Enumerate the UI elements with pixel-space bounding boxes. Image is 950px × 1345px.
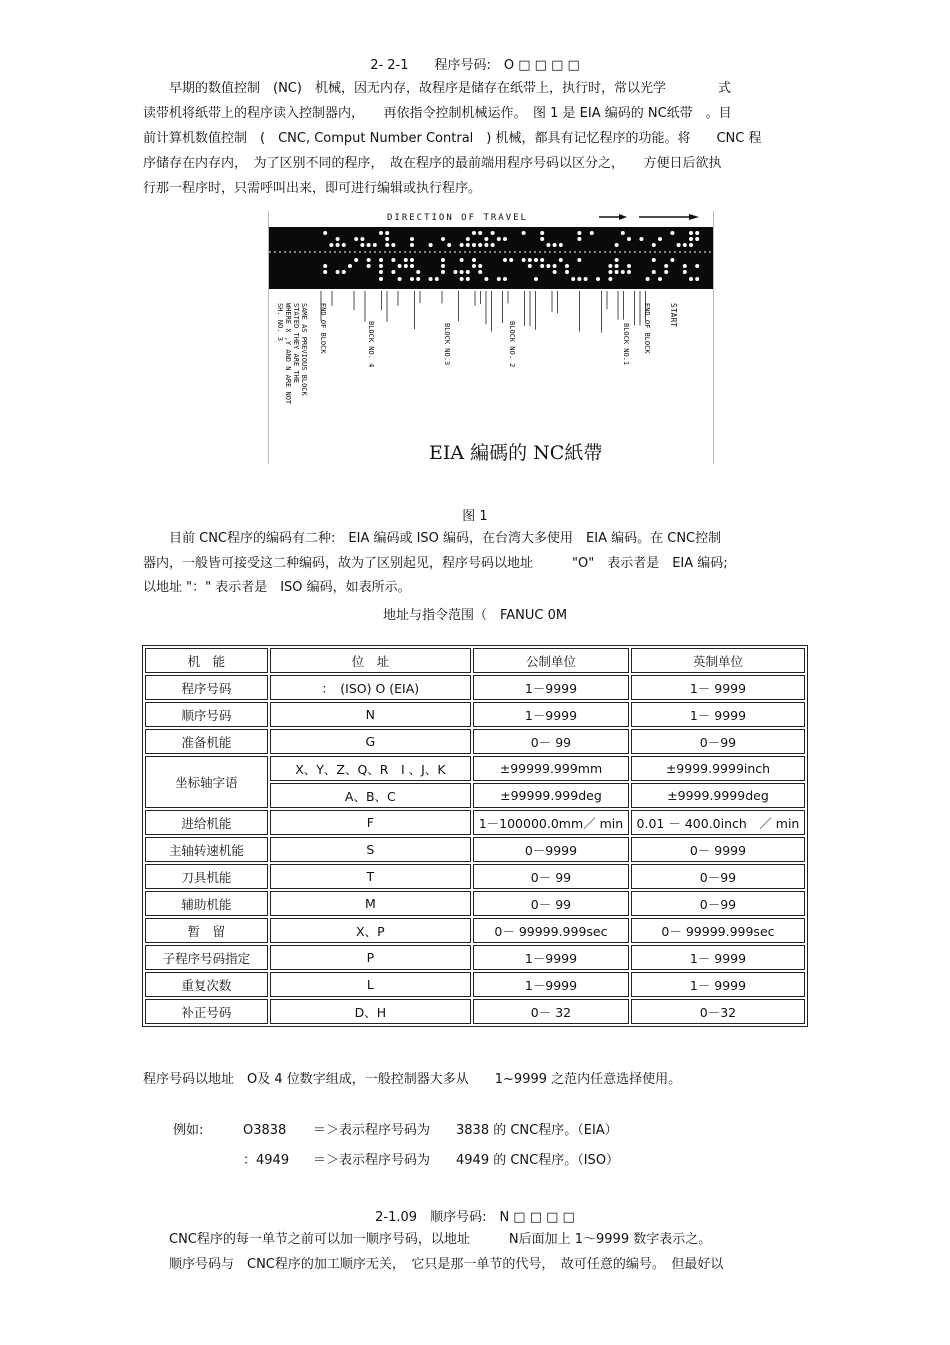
tape-hole (354, 237, 358, 241)
tape-hole (615, 243, 619, 247)
tape-hole (540, 264, 544, 268)
tape-hole (484, 277, 488, 281)
table-cell: G (270, 729, 471, 754)
table-cell: 0－ 32 (473, 999, 629, 1024)
tape-hole (367, 243, 371, 247)
tape-hole (472, 231, 476, 235)
start-label: START (669, 303, 678, 328)
direction-arrow-head (619, 214, 627, 220)
tape-hole (342, 243, 346, 247)
tape-hole (478, 264, 482, 268)
tape-hole (503, 258, 507, 262)
tape-hole (652, 258, 656, 262)
tape-hole (441, 237, 445, 241)
table-cell: 子程序号码指定 (145, 945, 268, 970)
tape-hole (608, 270, 612, 274)
tape-hole (472, 258, 476, 262)
tape-hole (695, 237, 699, 241)
table-cell: 1－ 9999 (631, 972, 805, 997)
tape-hole (472, 243, 476, 247)
tape-hole (683, 270, 687, 274)
tape-hole (441, 258, 445, 262)
tape-hole (584, 277, 588, 281)
tape-hole (497, 277, 501, 281)
tape-hole (329, 243, 333, 247)
tape-hole (460, 277, 464, 281)
tape-hole (627, 237, 631, 241)
table-cell: D、H (270, 999, 471, 1024)
table-cell: X、Y、Z、Q、R I 、J、K (270, 756, 471, 781)
paragraph-line: 器内，一般皆可接受这二种编码，故为了区别起见，程序号码以地址 "O" 表示者是 EIA 编码; (143, 556, 728, 571)
table-cell: 程序号码 (145, 675, 268, 700)
table-cell: M (270, 891, 471, 916)
tape-hole (695, 264, 699, 268)
table-cell: 补正号码 (145, 999, 268, 1024)
tape-hole (571, 277, 575, 281)
table-cell: 坐标轴字语 (145, 756, 268, 808)
table-cell: ±99999.999mm (473, 756, 629, 781)
tape-hole (410, 264, 414, 268)
table-row (145, 810, 805, 835)
tape-hole (559, 258, 563, 262)
paragraph-line: 以地址 "：" 表示者是 ISO 编码，如表所示。 (143, 580, 411, 595)
tape-hole (460, 270, 464, 274)
tape-hole (336, 237, 340, 241)
tape-hole (608, 264, 612, 268)
tape-hole (590, 231, 594, 235)
table-cell: 0－99 (631, 729, 805, 754)
tape-hole (670, 258, 674, 262)
table-cell: 顺序号码 (145, 702, 268, 727)
tape-hole (621, 231, 625, 235)
block-label: END OF BLOCK (319, 303, 327, 354)
tape-hole (540, 237, 544, 241)
tape-hole (404, 258, 408, 262)
tape-hole (478, 231, 482, 235)
table-cell: ： (ISO) O (EIA) (270, 675, 471, 700)
tape-hole (670, 231, 674, 235)
table-cell: 0－ 99999.999sec (631, 918, 805, 943)
paragraph-line: 读带机将纸带上的程序读入控制器内， 再依指令控制机械运作。 图 1 是 EIA 编码的 NC纸带 。目 (143, 106, 732, 121)
table-cell: S (270, 837, 471, 862)
tape-hole (379, 270, 383, 274)
tape-hole (478, 270, 482, 274)
tape-hole (323, 270, 327, 274)
table-cell: 1－9999 (473, 675, 629, 700)
tape-hole (367, 258, 371, 262)
tape-hole (695, 277, 699, 281)
tape-hole (528, 258, 532, 262)
tape-hole (497, 237, 501, 241)
tape-hole (398, 277, 402, 281)
tape-hole (472, 264, 476, 268)
tape-hole (323, 264, 327, 268)
tape-hole (416, 277, 420, 281)
tape-hole (577, 231, 581, 235)
table-cell: ±9999.9999deg (631, 783, 805, 808)
table-cell: 辅助机能 (145, 891, 268, 916)
tape-hole (664, 270, 668, 274)
block-label: BLOCK NO.3 (443, 323, 451, 366)
tape-hole (385, 243, 389, 247)
tape-hole (565, 264, 569, 268)
tape-hole (596, 277, 600, 281)
table-row (145, 756, 805, 781)
tape-hole (429, 277, 433, 281)
tape-hole (367, 264, 371, 268)
paragraph-line: 前计算机数值控制 ( CNC, Comput Number Contral ) 机械，都具有记忆程序的功能。将 CNC 程 (143, 131, 762, 146)
paragraph-line: 序储存在内存内， 为了区别不同的程序， 故在程序的最前端用程序号码以区分之， 方便日后欲执 (143, 156, 722, 171)
tape-hole (683, 243, 687, 247)
tape-hole (466, 243, 470, 247)
tape-hole (391, 258, 395, 262)
table-row (145, 945, 805, 970)
tape-hole (416, 270, 420, 274)
tape-hole (460, 258, 464, 262)
tape-hole (646, 277, 650, 281)
tape-hole (577, 277, 581, 281)
tape-hole (429, 243, 433, 247)
tape-hole (360, 237, 364, 241)
tape-hole (391, 243, 395, 247)
tape-hole (553, 243, 557, 247)
tape-hole (404, 264, 408, 268)
tape-hole (379, 264, 383, 268)
tape-hole (652, 243, 656, 247)
direction-label: DIRECTION OF TRAVEL (387, 213, 528, 223)
figure-caption: 图 1 (462, 509, 488, 524)
tape-hole (503, 237, 507, 241)
table-cell: 主轴转速机能 (145, 837, 268, 862)
block-label: BLOCK NO.1 (622, 323, 630, 366)
tape-hole (627, 264, 631, 268)
tape-hole (652, 270, 656, 274)
example-code: O3838 (243, 1123, 287, 1138)
table-cell: L (270, 972, 471, 997)
tape-hole (546, 243, 550, 247)
paragraph-line: CNC程序的每一单节之前可以加一顺序号码，以地址 N后面加上 1～9999 数字表示之。 (143, 1232, 712, 1247)
tape-hole (639, 237, 643, 241)
tape-hole (373, 243, 377, 247)
table-cell: 暂 留 (145, 918, 268, 943)
table-cell: A、B、C (270, 783, 471, 808)
tape-bottom-caption: EIA 編碼的 NC紙帶 (429, 442, 603, 464)
table-cell: 0－32 (631, 999, 805, 1024)
table-cell: 0－9999 (473, 837, 629, 862)
table-title: 地址与指令范围（ FANUC 0M (382, 608, 568, 623)
tape-hole (522, 231, 526, 235)
table-cell: 1－9999 (473, 945, 629, 970)
tape-hole (503, 277, 507, 281)
tape-hole (534, 258, 538, 262)
example-text: ＝＞表示程序号码为 4949 的 CNC程序。（ISO） (313, 1153, 620, 1168)
side-note-line: SAME AS PREVIOUS BLOCK (300, 303, 308, 396)
tape-hole (683, 264, 687, 268)
table-cell: 进给机能 (145, 810, 268, 835)
tape-hole (379, 231, 383, 235)
tape-hole (379, 258, 383, 262)
table-cell: 1－ 9999 (631, 702, 805, 727)
paragraph-line: 早期的数值控制 (NC) 机械，因无内存，故程序是储存在纸带上，执行时，常以光学 式 (143, 81, 731, 96)
side-note-line: SH. NO. 3 (276, 303, 284, 341)
tape-hole (677, 243, 681, 247)
table-cell: F (270, 810, 471, 835)
tape-hole (689, 231, 693, 235)
table-cell: 0－ 99 (473, 729, 629, 754)
table-cell: 0－99 (631, 891, 805, 916)
table-header-row (145, 648, 805, 673)
table-header: 位 址 (270, 648, 471, 673)
table-row (145, 918, 805, 943)
tape-hole (410, 237, 414, 241)
block-label: BLOCK NO. 2 (508, 321, 516, 368)
table-cell: ±99999.999deg (473, 783, 629, 808)
tape-hole (491, 231, 495, 235)
tape-hole (410, 258, 414, 262)
table-cell: 0－ 9999 (631, 837, 805, 862)
tape-hole (658, 277, 662, 281)
tape-hole (553, 270, 557, 274)
table-row (145, 972, 805, 997)
tape-hole (621, 270, 625, 274)
table-cell: 0－99 (631, 864, 805, 889)
example-label: 例如: (173, 1123, 204, 1138)
tape-hole (484, 237, 488, 241)
tape-hole (323, 231, 327, 235)
direction-arrow-head (689, 214, 699, 220)
tape-hole (491, 243, 495, 247)
tape-hole (608, 277, 612, 281)
tape-hole (398, 264, 402, 268)
tape-hole (484, 243, 488, 247)
block-label: END OF BLOCK (643, 303, 651, 354)
tape-hole (540, 231, 544, 235)
table-cell: 重复次数 (145, 972, 268, 997)
tape-hole (522, 258, 526, 262)
table-cell: 1－100000.0mm／ min (473, 810, 629, 835)
tape-hole (615, 258, 619, 262)
tape-hole (559, 243, 563, 247)
example-text: ＝＞表示程序号码为 3838 的 CNC程序。（EIA） (313, 1123, 618, 1138)
table-cell: 0.01 － 400.0inch ／ min (631, 810, 805, 835)
section-heading-sequence-number: 2-1.09 顺序号码: N □ □ □ □ (375, 1210, 575, 1225)
tape-hole (410, 277, 414, 281)
tape-hole (460, 243, 464, 247)
note-line: 程序号码以地址 O及 4 位数字组成，一般控制器大多从 1~9999 之范内任意选择使用。 (143, 1072, 682, 1087)
tape-hole (528, 264, 532, 268)
nc-tape-figure (268, 211, 714, 464)
tape-hole (478, 243, 482, 247)
table-row (145, 999, 805, 1024)
table-header: 公制单位 (473, 648, 629, 673)
section-heading-program-number: 2- 2-1 程序号码: O □ □ □ □ (370, 58, 580, 73)
table-cell: 准备机能 (145, 729, 268, 754)
tape-hole (658, 237, 662, 241)
table-row (145, 891, 805, 916)
tape-hole (447, 243, 451, 247)
tape-hole (441, 264, 445, 268)
table-header: 英制单位 (631, 648, 805, 673)
side-note-line: STATED THEY ARE THE (292, 303, 300, 384)
tape-hole (348, 264, 352, 268)
tape-hole (354, 258, 358, 262)
table-cell: 0－ 99999.999sec (473, 918, 629, 943)
tape-hole (577, 237, 581, 241)
tape-hole (553, 264, 557, 268)
tape-hole (435, 277, 439, 281)
paragraph-line: 行那一程序时，只需呼叫出来，即可进行编辑或执行程序。 (143, 181, 482, 196)
tape-hole (627, 270, 631, 274)
tape-hole (391, 270, 395, 274)
tape-hole (410, 243, 414, 247)
tape-hole (615, 264, 619, 268)
table-row (145, 675, 805, 700)
table-row (145, 702, 805, 727)
example-code: ：4949 (243, 1153, 290, 1168)
tape-hole (565, 270, 569, 274)
table-cell: N (270, 702, 471, 727)
table-cell: X、P (270, 918, 471, 943)
tape-hole (540, 258, 544, 262)
paragraph-line: 目前 CNC程序的编码有二种: EIA 编码或 ISO 编码，在台湾大多使用 EIA 编码。在 CNC控制 (143, 531, 722, 546)
tape-hole (689, 243, 693, 247)
tape-hole (441, 270, 445, 274)
table-row (145, 837, 805, 862)
tape-hole (466, 277, 470, 281)
tape-hole (509, 258, 513, 262)
tape-hole (385, 231, 389, 235)
tape-hole (360, 243, 364, 247)
table-cell: 刀具机能 (145, 864, 268, 889)
tape-hole (689, 277, 693, 281)
table-cell: 1－9999 (473, 972, 629, 997)
tape-hole (466, 270, 470, 274)
tape-hole (453, 270, 457, 274)
tape-hole (664, 264, 668, 268)
tape-hole (546, 264, 550, 268)
block-label: BLOCK NO. 4 (367, 321, 375, 368)
paragraph-line: 顺序号码与 CNC程序的加工顺序无关， 它只是那一单节的代号， 故可任意的编号。 但最好以 (143, 1257, 724, 1272)
tape-hole (342, 270, 346, 274)
tape-hole (466, 237, 470, 241)
tape-hole (695, 231, 699, 235)
side-note-line: WHERE X ,Y AND N ARE NOT (284, 303, 292, 405)
tape-hole (336, 270, 340, 274)
tape-hole (615, 270, 619, 274)
table-cell: 1－ 9999 (631, 945, 805, 970)
tape-hole (689, 237, 693, 241)
nc-tape-illustration (269, 211, 713, 464)
tape-hole (336, 243, 340, 247)
table-cell: 1－ 9999 (631, 675, 805, 700)
table-cell: 1－9999 (473, 702, 629, 727)
table-cell: P (270, 945, 471, 970)
table-row (145, 864, 805, 889)
table-cell: T (270, 864, 471, 889)
table-header: 机 能 (145, 648, 268, 673)
tape-hole (385, 237, 389, 241)
tape-hole (577, 258, 581, 262)
address-range-table (142, 645, 808, 1027)
tape-hole (534, 277, 538, 281)
table-row (145, 729, 805, 754)
table-cell: 0－ 99 (473, 891, 629, 916)
tape-hole (379, 277, 383, 281)
table-cell: 0－ 99 (473, 864, 629, 889)
table-cell: ±9999.9999inch (631, 756, 805, 781)
